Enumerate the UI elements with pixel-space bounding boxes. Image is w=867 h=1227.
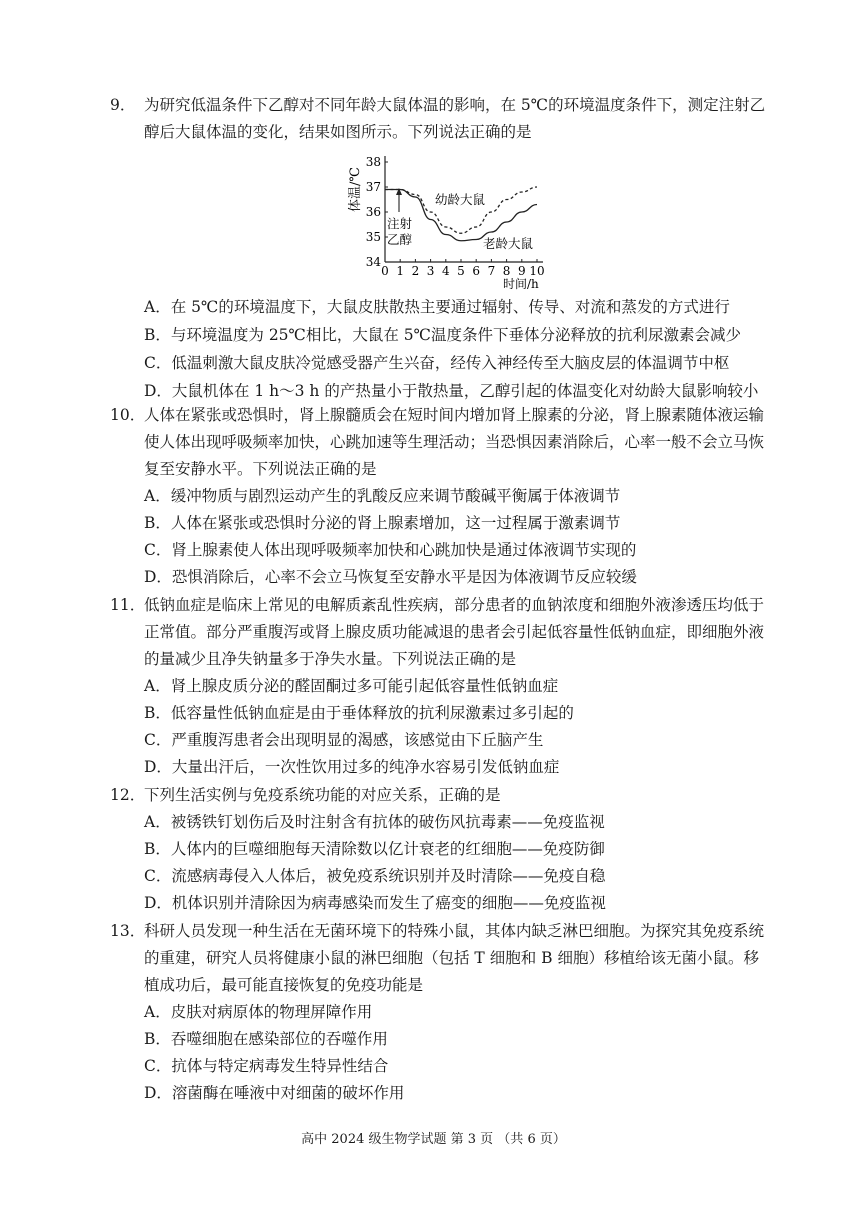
option-d[interactable]: D．溶菌酶在唾液中对细菌的破坏作用 <box>144 1084 405 1102</box>
option-c[interactable]: C．肾上腺素使人体出现呼吸频率加快和心跳加快是通过体液调节实现的 <box>144 541 637 559</box>
question-9-options <box>110 294 770 405</box>
question-stem: 科研人员发现一种生活在无菌环境下的特殊小鼠，其体内缺乏淋巴细胞。为探究其免疫系统的重建，研究人员将健康小鼠的淋巴细胞（包括 T 细胞和 B 细胞）移植给该无菌小鼠。移植成功后，最可能直接恢复的免疫功能是 <box>144 922 765 994</box>
temperature-chart <box>345 150 565 292</box>
option-c[interactable]: C．低温刺激大鼠皮肤冷觉感受器产生兴奋，经传入神经传至大脑皮层的体温调节中枢 <box>144 354 730 372</box>
option-a[interactable]: A．在 5℃的环境温度下，大鼠皮肤散热主要通过辐射、传导、对流和蒸发的方式进行 <box>144 298 730 316</box>
question-10 <box>110 402 770 591</box>
y-tick-label: 35 <box>365 230 381 244</box>
question-9 <box>110 92 770 146</box>
y-tick-label: 36 <box>365 205 381 219</box>
x-tick-label: 8 <box>502 264 511 278</box>
x-tick-label: 2 <box>411 264 420 278</box>
question-11 <box>110 592 770 781</box>
question-number: 9． <box>110 96 136 114</box>
question-stem: 低钠血症是临床上常见的电解质紊乱性疾病，部分患者的血钠浓度和细胞外液渗透压均低于正常值。部分严重腹泻或肾上腺皮质功能减退的患者会引起低容量性低钠血症，即细胞外液的量减少且净失钠量多于净失水量。下列说法正确的是 <box>144 596 765 668</box>
curve-label-old: 老龄大鼠 <box>483 236 534 251</box>
option-b[interactable]: B．人体在紧张或恐惧时分泌的肾上腺素增加，这一过程属于激素调节 <box>144 514 621 532</box>
question-12 <box>110 782 770 917</box>
y-tick-label: 34 <box>365 255 381 269</box>
question-number: 11． <box>110 596 146 614</box>
x-tick-label: 4 <box>441 264 450 278</box>
option-a[interactable]: A．被锈铁钉划伤后及时注射含有抗体的破伤风抗毒素——免疫监视 <box>144 813 605 831</box>
x-tick-label: 9 <box>517 264 526 278</box>
question-number: 13． <box>110 922 146 940</box>
question-stem: 为研究低温条件下乙醇对不同年龄大鼠体温的影响，在 5℃的环境温度条件下，测定注射乙醇后大鼠体温的变化，结果如图所示。下列说法正确的是 <box>144 96 766 141</box>
question-stem: 人体在紧张或恐惧时，肾上腺髓质会在短时间内增加肾上腺素的分泌，肾上腺素随体液运输使人体出现呼吸频率加快，心跳加速等生理活动；当恐惧因素消除后，心率一般不会立马恢复至安静水平。下列说法正确的是 <box>144 406 765 478</box>
option-a[interactable]: A．皮肤对病原体的物理屏障作用 <box>144 1003 373 1021</box>
option-a[interactable]: A．肾上腺皮质分泌的醛固酮过多可能引起低容量性低钠血症 <box>144 677 559 695</box>
question-number: 12． <box>110 786 146 804</box>
y-tick-label: 37 <box>365 180 381 194</box>
option-b[interactable]: B．与环境温度为 25℃相比，大鼠在 5℃温度条件下垂体分泌释放的抗利尿激素会减少 <box>144 326 742 344</box>
page-footer: 高中 2024 级生物学试题 第 3 页 （共 6 页） <box>301 1132 566 1147</box>
x-tick-label: 0 <box>381 264 389 278</box>
option-b[interactable]: B．人体内的巨噬细胞每天清除数以亿计衰老的红细胞——免疫防御 <box>144 840 605 858</box>
option-d[interactable]: D．机体识别并清除因为病毒感染而发生了癌变的细胞——免疫监视 <box>144 894 606 912</box>
question-13 <box>110 918 770 1107</box>
option-d[interactable]: D．大鼠机体在 1 h～3 h 的产热量小于散热量，乙醇引起的体温变化对幼龄大鼠影响较小 <box>144 382 759 400</box>
x-tick-label: 5 <box>457 264 465 278</box>
option-c[interactable]: C．严重腹泻患者会出现明显的渴感，该感觉由下丘脑产生 <box>144 731 544 749</box>
x-tick-label: 6 <box>472 264 481 278</box>
option-c[interactable]: C．流感病毒侵入人体后，被免疫系统识别并及时清除——免疫自稳 <box>144 867 606 885</box>
annotation-inject-1: 注射 <box>387 216 413 231</box>
option-b[interactable]: B．低容量性低钠血症是由于垂体释放的抗利尿激素过多引起的 <box>144 704 574 722</box>
question-stem: 下列生活实例与免疫系统功能的对应关系，正确的是 <box>144 786 501 804</box>
option-a[interactable]: A．缓冲物质与剧烈运动产生的乳酸反应来调节酸碱平衡属于体液调节 <box>144 487 621 505</box>
x-tick-label: 7 <box>487 264 496 278</box>
curve-label-young: 幼龄大鼠 <box>435 192 486 207</box>
option-d[interactable]: D．大量出汗后，一次性饮用过多的纯净水容易引发低钠血症 <box>144 758 560 776</box>
annotation-inject-2: 乙醇 <box>387 232 413 247</box>
x-tick-label: 10 <box>529 264 545 278</box>
x-tick-label: 1 <box>396 264 405 278</box>
x-tick-label: 3 <box>426 264 435 278</box>
y-tick-label: 38 <box>365 155 381 169</box>
option-c[interactable]: C．抗体与特定病毒发生特异性结合 <box>144 1057 389 1075</box>
x-axis-label: 时间/h <box>503 277 539 291</box>
question-number: 10． <box>110 406 146 424</box>
option-b[interactable]: B．吞噬细胞在感染部位的吞噬作用 <box>144 1030 388 1048</box>
y-axis-label: 体温/℃ <box>348 167 363 212</box>
option-d[interactable]: D．恐惧消除后，心率不会立马恢复至安静水平是因为体液调节反应较缓 <box>144 568 637 586</box>
